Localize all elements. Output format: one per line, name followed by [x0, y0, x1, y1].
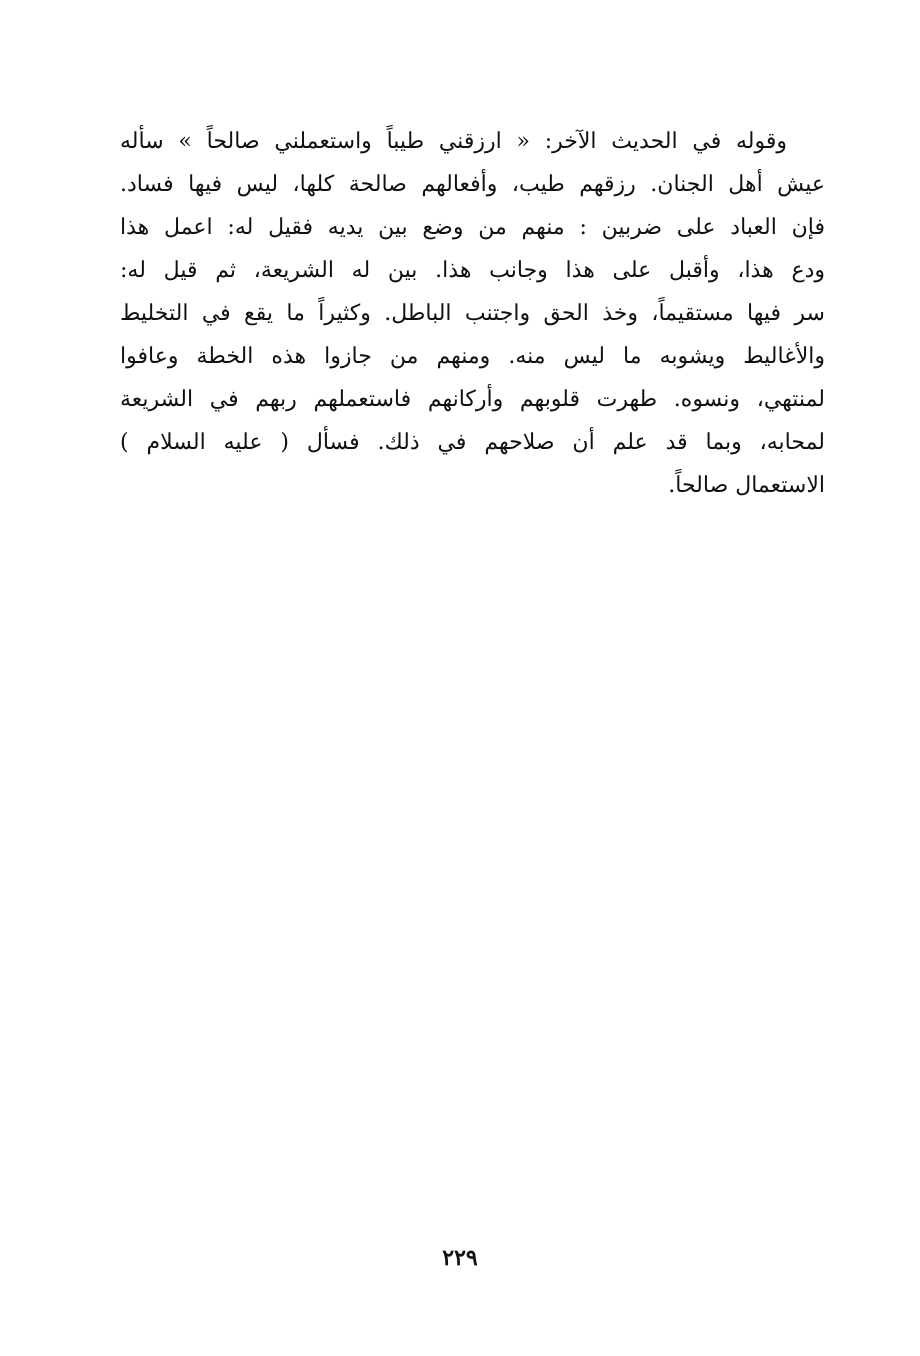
text-line: ودع هذا، وأقبل على هذا وجانب هذا. بين له الشريعة، ثم قيل له: [120, 258, 825, 283]
text-line: لمحابه، وبما قد علم أن صلاحهم في ذلك. فسأل ( عليه السلام ) [120, 430, 825, 455]
text-line: عيش أهل الجنان. رزقهم طيب، وأفعالهم صالحة كلها، ليس فيها فساد. [120, 172, 825, 197]
text-line: الاستعمال صالحاً. [668, 473, 825, 498]
text-line: فإن العباد على ضربين : منهم من وضع بين يديه فقيل له: اعمل هذا [120, 215, 825, 240]
text-line: سر فيها مستقيماً، وخذ الحق واجتنب الباطل. وكثيراً ما يقع في التخليط [120, 301, 825, 326]
text-line: والأغاليط ويشوبه ما ليس منه. ومنهم من جازوا هذه الخطة وعافوا [120, 344, 825, 369]
text-line: وقوله في الحديث الآخر: « ارزقني طيباً واستعملني صالحاً » سأله [120, 129, 787, 154]
text-line: لمنتهي، ونسوه. طهرت قلوبهم وأركانهم فاستعملهم ربهم في الشريعة [120, 387, 825, 412]
page-number: ٢٢٩ [442, 1245, 478, 1271]
body-paragraph [120, 120, 825, 507]
